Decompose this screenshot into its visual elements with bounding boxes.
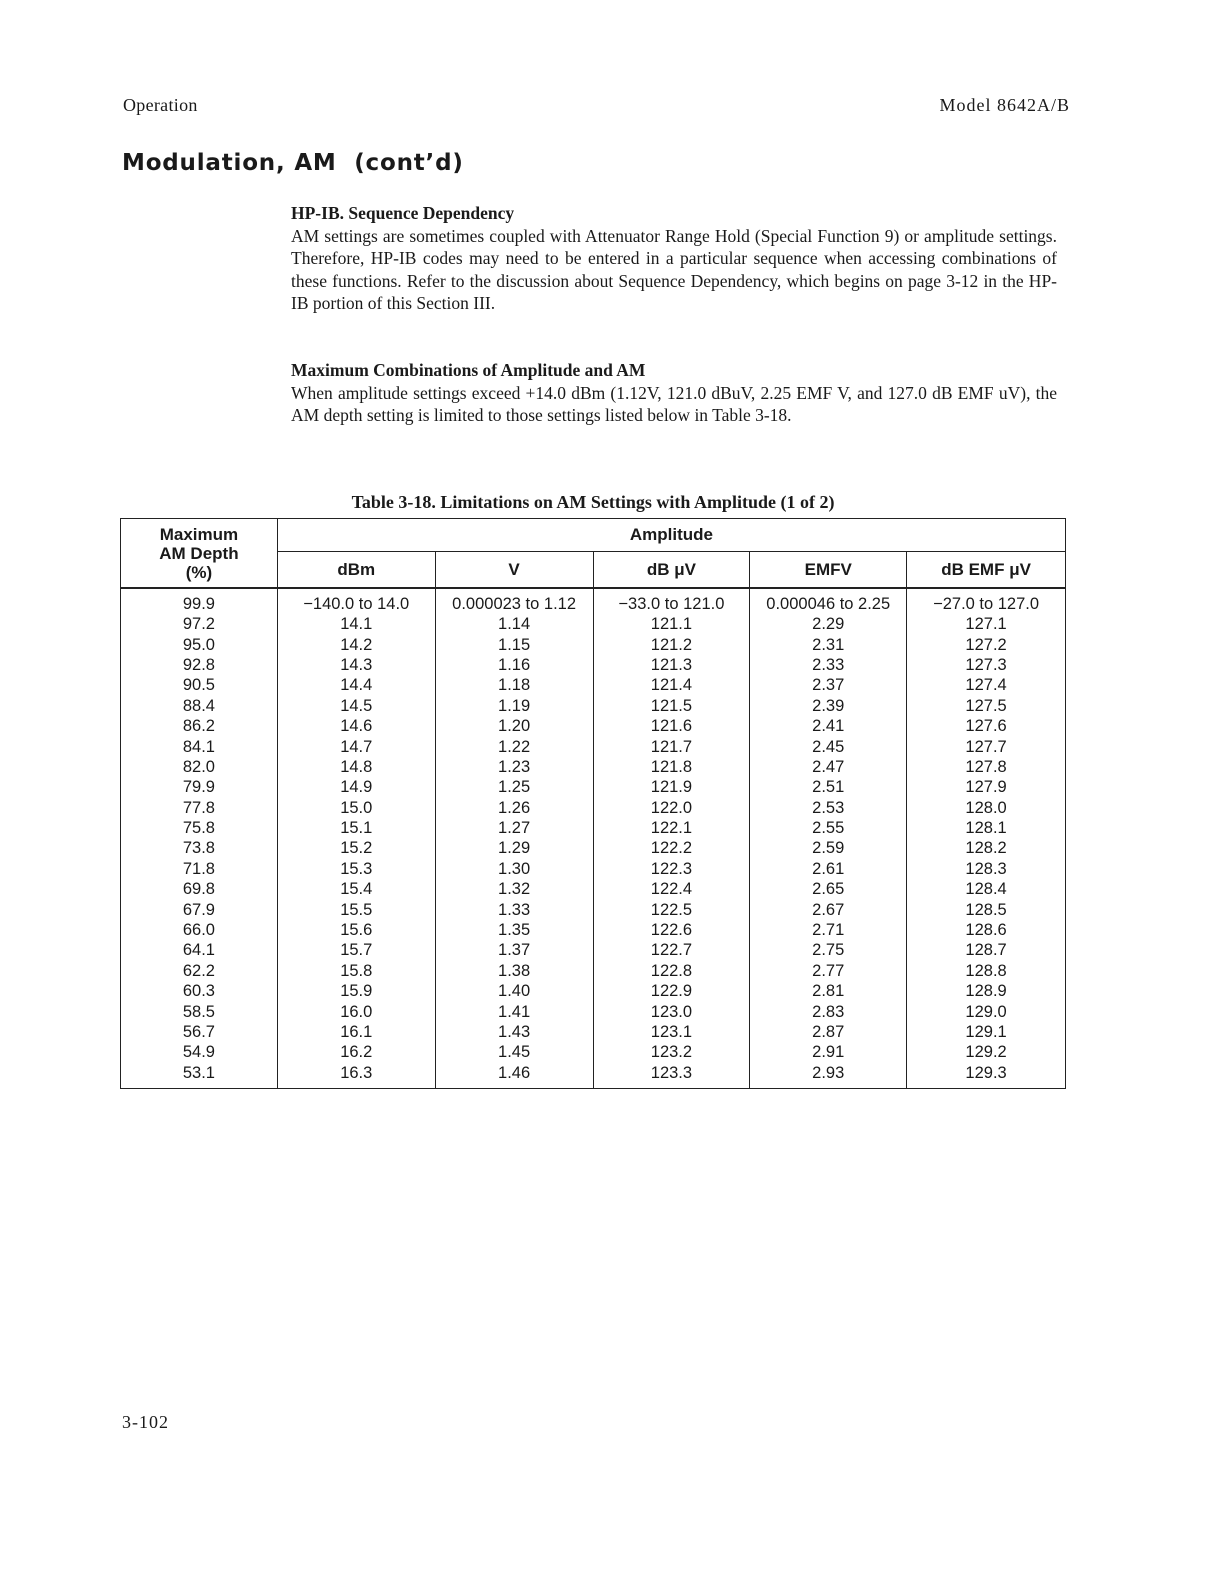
table-cell: 16.3 [277,1063,435,1089]
table-body [121,588,1066,1088]
table-cell: 123.3 [593,1063,750,1089]
column-header-db-uv: dB μV [593,552,750,589]
max-combinations-body: When amplitude settings exceed +14.0 dBm (1.12V, 121.0 dBuV, 2.25 EMF V, and 127.0 dB EMF uV), the AM depth setting is limited to those settings listed below in Table 3-18. [291,382,1057,425]
table-cell: 77.8 [121,798,278,818]
table-cell: 1.25 [435,777,593,797]
table-cell: 1.16 [435,655,593,675]
table-row [121,675,1066,695]
table-cell: 1.14 [435,614,593,634]
max-combinations-heading: Maximum Combinations of Amplitude and AM [291,360,646,380]
table-row [121,614,1066,634]
table-cell: 121.4 [593,675,750,695]
table-cell: 2.75 [750,940,907,960]
table-cell: 1.40 [435,981,593,1001]
table-cell: 1.15 [435,634,593,654]
table-cell: 2.51 [750,777,907,797]
table-cell: 2.77 [750,961,907,981]
table-cell: 2.41 [750,716,907,736]
table-cell: 53.1 [121,1063,278,1089]
depth-header-line-3: (%) [185,562,213,582]
table-cell: 58.5 [121,1001,278,1021]
table-cell: 2.67 [750,899,907,919]
sequence-dependency-body: AM settings are sometimes coupled with Attenuator Range Hold (Special Function 9) or amplitude settings. Therefore, HP-IB codes may need to be entered in a particular sequence when accessing combinations of these functions. Refer to the discussion about Sequence Dependency, which begins on page 3-12 in the HP-IB portion of this Section III. [291,225,1057,313]
table-row [121,838,1066,858]
table-cell: 2.39 [750,696,907,716]
table-cell: 128.2 [907,838,1066,858]
table-cell: 128.5 [907,899,1066,919]
table-cell: 122.0 [593,798,750,818]
table-row [121,716,1066,736]
table-cell: 2.31 [750,634,907,654]
table-cell: 121.7 [593,736,750,756]
table-cell: 1.32 [435,879,593,899]
table-cell: 127.2 [907,634,1066,654]
page-title: Modulation, AM (cont’d) [122,150,464,176]
table-cell: 14.8 [277,757,435,777]
table-cell: 121.5 [593,696,750,716]
table-cell: 127.1 [907,614,1066,634]
table-cell: 127.4 [907,675,1066,695]
table-cell: 88.4 [121,696,278,716]
table-cell: 122.6 [593,920,750,940]
table-row [121,879,1066,899]
table-row [121,798,1066,818]
table-cell: 69.8 [121,879,278,899]
table-cell: 1.38 [435,961,593,981]
table-row [121,736,1066,756]
table-cell: 62.2 [121,961,278,981]
table-cell: 122.1 [593,818,750,838]
page-number: 3-102 [122,1412,169,1432]
table-cell: 2.87 [750,1022,907,1042]
table-cell: 1.30 [435,859,593,879]
table-cell: 75.8 [121,818,278,838]
table-cell: 14.9 [277,777,435,797]
table-cell: 122.5 [593,899,750,919]
table-cell: 14.7 [277,736,435,756]
table-cell: 16.1 [277,1022,435,1042]
table-cell: 121.1 [593,614,750,634]
amplitude-group-header: Amplitude [277,519,1065,552]
table-cell: 123.1 [593,1022,750,1042]
running-header-model: Model 8642A/B [939,95,1070,115]
table-cell: 2.53 [750,798,907,818]
table-cell: 15.7 [277,940,435,960]
table-cell: 2.71 [750,920,907,940]
table-cell: 128.7 [907,940,1066,960]
table-cell: 0.000046 to 2.25 [750,588,907,614]
table-cell: 1.19 [435,696,593,716]
table-cell: 14.3 [277,655,435,675]
table-cell: −33.0 to 121.0 [593,588,750,614]
table-cell: 15.5 [277,899,435,919]
table-row [121,1001,1066,1021]
table-cell: 2.45 [750,736,907,756]
table-cell: 122.4 [593,879,750,899]
table-cell: 15.2 [277,838,435,858]
am-limitations-table [120,518,1066,1089]
table-cell: 15.8 [277,961,435,981]
table-cell: 122.2 [593,838,750,858]
table-cell: 99.9 [121,588,278,614]
table-cell: 66.0 [121,920,278,940]
table-cell: 15.4 [277,879,435,899]
table-cell: 95.0 [121,634,278,654]
table-cell: 127.9 [907,777,1066,797]
table-cell: 2.55 [750,818,907,838]
table-cell: 1.45 [435,1042,593,1062]
table-cell: 1.33 [435,899,593,919]
depth-column-header [121,519,278,589]
table-cell: 121.2 [593,634,750,654]
table-cell: 2.83 [750,1001,907,1021]
table-cell: 1.43 [435,1022,593,1042]
table-cell: 92.8 [121,655,278,675]
depth-header-line-1: Maximum [159,524,239,544]
table-cell: 129.0 [907,1001,1066,1021]
table-cell: 86.2 [121,716,278,736]
sequence-dependency-heading: HP-IB. Sequence Dependency [291,203,515,223]
table-cell: 14.1 [277,614,435,634]
table-cell: 56.7 [121,1022,278,1042]
table-cell: 122.8 [593,961,750,981]
table-caption: Table 3-18. Limitations on AM Settings with Amplitude (1 of 2) [351,492,835,512]
column-header-emfv: EMFV [750,552,907,589]
column-header-db-emf-uv: dB EMF μV [907,552,1066,589]
table-row [121,634,1066,654]
table-row [121,818,1066,838]
table-cell: 1.41 [435,1001,593,1021]
table-cell: 129.3 [907,1063,1066,1089]
table-cell: 1.27 [435,818,593,838]
table-cell: 127.7 [907,736,1066,756]
table-cell: 2.47 [750,757,907,777]
table-cell: 1.20 [435,716,593,736]
table-cell: 14.2 [277,634,435,654]
table-row [121,920,1066,940]
table-cell: 2.29 [750,614,907,634]
table-cell: 54.9 [121,1042,278,1062]
table-row [121,1063,1066,1089]
table-cell: 128.6 [907,920,1066,940]
table-cell: 128.3 [907,859,1066,879]
table-cell: 1.26 [435,798,593,818]
table-cell: 121.3 [593,655,750,675]
table-cell: 1.46 [435,1063,593,1089]
table-cell: 16.0 [277,1001,435,1021]
table-cell: 123.2 [593,1042,750,1062]
table-row [121,696,1066,716]
max-combinations-section [291,359,1057,427]
table-cell: 128.4 [907,879,1066,899]
table-row [121,1022,1066,1042]
table-cell: 14.5 [277,696,435,716]
table-row [121,859,1066,879]
sequence-dependency-section [291,202,1057,315]
table-cell: 15.1 [277,818,435,838]
table-cell: 16.2 [277,1042,435,1062]
table-row [121,981,1066,1001]
table-cell: 123.0 [593,1001,750,1021]
table-cell: 79.9 [121,777,278,797]
table-cell: 71.8 [121,859,278,879]
table-cell: 60.3 [121,981,278,1001]
table-cell: 15.0 [277,798,435,818]
table-cell: −140.0 to 14.0 [277,588,435,614]
table-cell: 73.8 [121,838,278,858]
table-cell: 0.000023 to 1.12 [435,588,593,614]
table-cell: 129.1 [907,1022,1066,1042]
depth-header-line-2: AM Depth [159,543,239,563]
table-cell: 82.0 [121,757,278,777]
table-cell: 121.8 [593,757,750,777]
table-cell: 122.9 [593,981,750,1001]
table-row [121,940,1066,960]
running-header-section: Operation [123,95,198,115]
table-cell: 1.23 [435,757,593,777]
table-cell: 14.4 [277,675,435,695]
table-cell: 121.6 [593,716,750,736]
column-header-dbm: dBm [277,552,435,589]
table-cell: 127.5 [907,696,1066,716]
table-cell: 2.37 [750,675,907,695]
table-row [121,757,1066,777]
table-cell: 2.93 [750,1063,907,1089]
table-cell: 90.5 [121,675,278,695]
table-cell: 127.6 [907,716,1066,736]
table-cell: 1.37 [435,940,593,960]
table-cell: 15.6 [277,920,435,940]
table-row [121,777,1066,797]
table-row [121,899,1066,919]
table-row [121,961,1066,981]
table-cell: 64.1 [121,940,278,960]
table-row [121,588,1066,614]
table-cell: 129.2 [907,1042,1066,1062]
table-cell: 2.61 [750,859,907,879]
table-cell: 1.18 [435,675,593,695]
table-cell: −27.0 to 127.0 [907,588,1066,614]
table-cell: 2.59 [750,838,907,858]
table-cell: 1.29 [435,838,593,858]
table-cell: 128.0 [907,798,1066,818]
table-cell: 67.9 [121,899,278,919]
table-cell: 2.91 [750,1042,907,1062]
table-cell: 14.6 [277,716,435,736]
table-cell: 97.2 [121,614,278,634]
table-cell: 128.8 [907,961,1066,981]
column-header-v: V [435,552,593,589]
table-cell: 128.9 [907,981,1066,1001]
table-cell: 127.8 [907,757,1066,777]
table-cell: 121.9 [593,777,750,797]
table-cell: 2.81 [750,981,907,1001]
table-cell: 2.65 [750,879,907,899]
table-cell: 15.3 [277,859,435,879]
table-cell: 1.22 [435,736,593,756]
table-row [121,655,1066,675]
table-cell: 15.9 [277,981,435,1001]
table-row [121,1042,1066,1062]
table-cell: 128.1 [907,818,1066,838]
table-cell: 1.35 [435,920,593,940]
table-cell: 2.33 [750,655,907,675]
table-cell: 122.3 [593,859,750,879]
table-cell: 122.7 [593,940,750,960]
table-cell: 127.3 [907,655,1066,675]
table-cell: 84.1 [121,736,278,756]
